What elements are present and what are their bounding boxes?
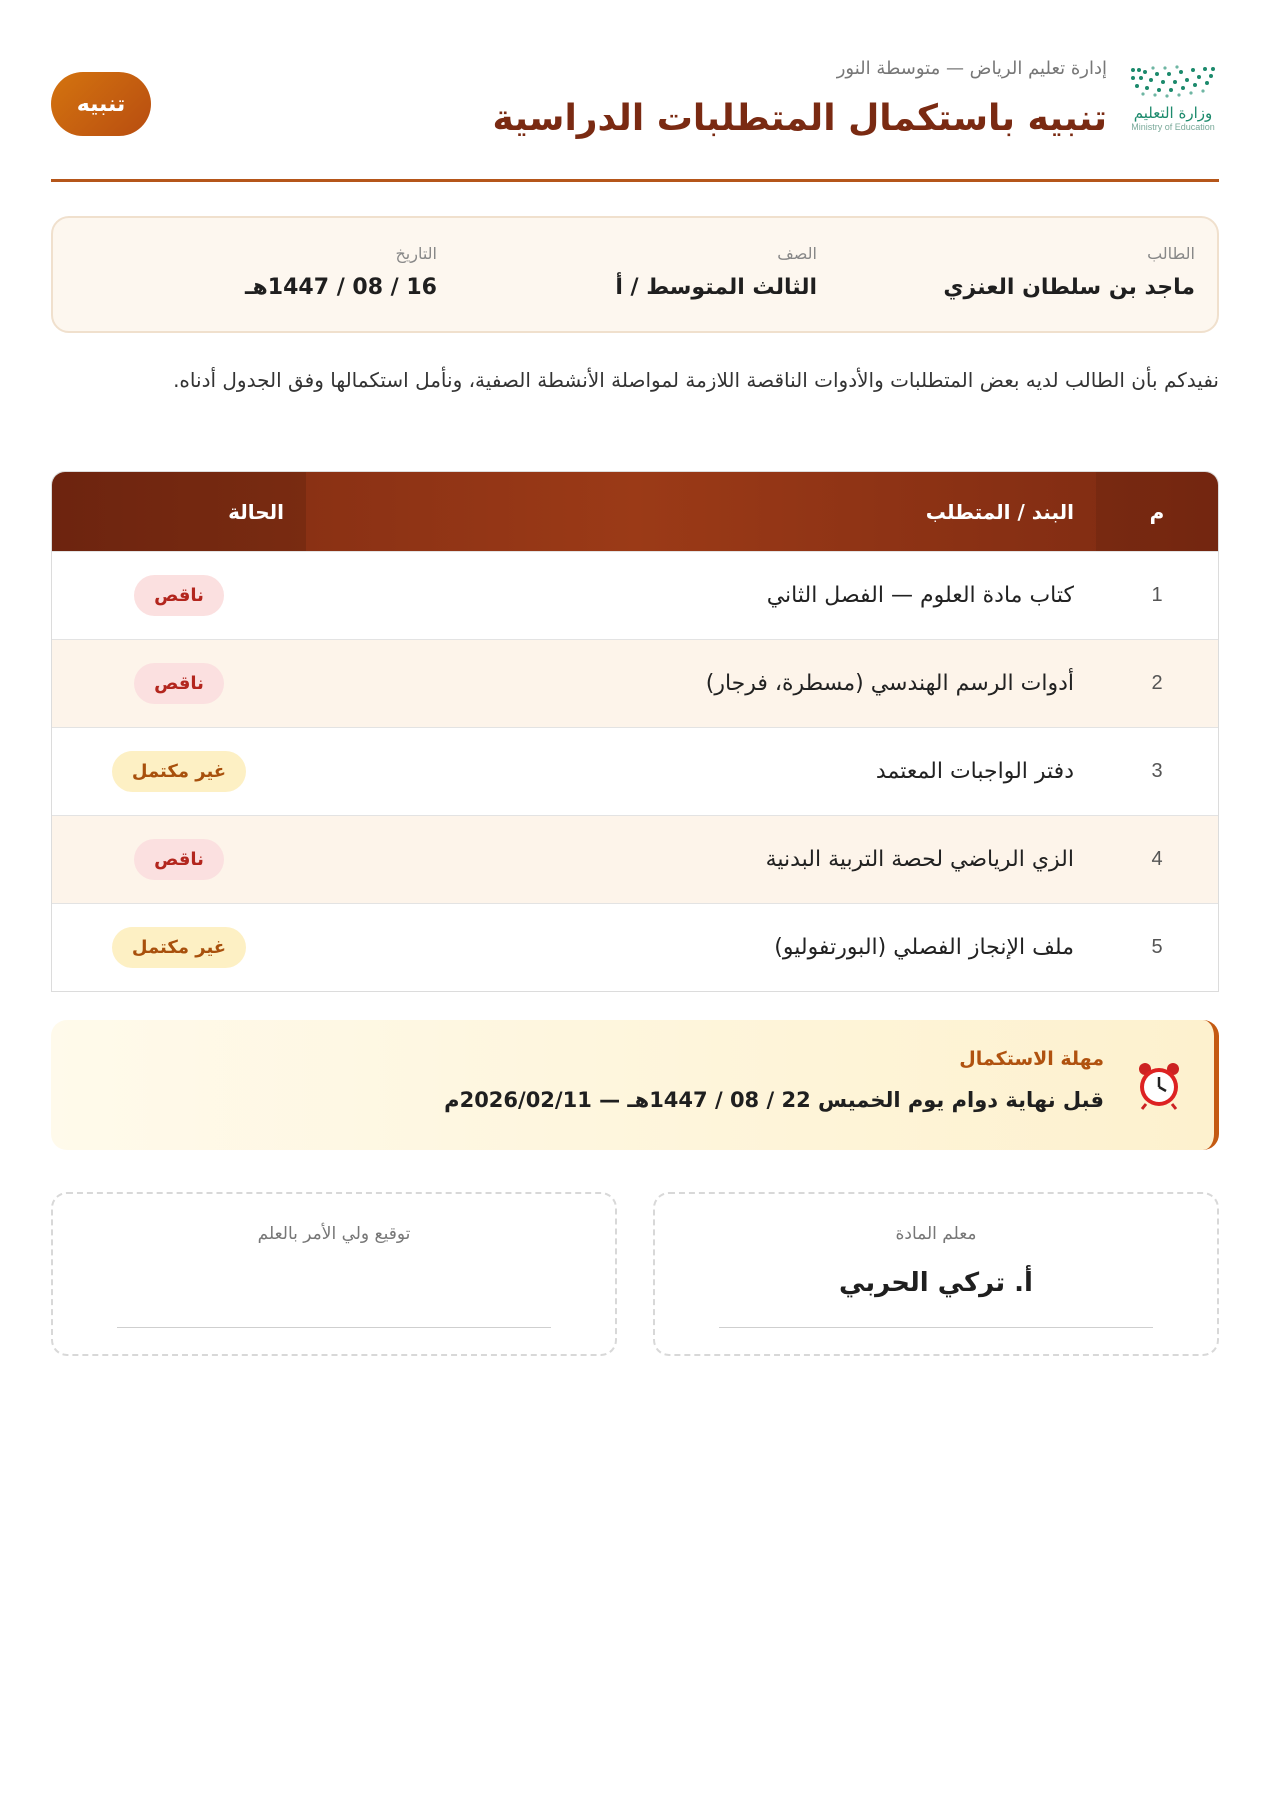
status-badge: غير مكتمل	[112, 927, 246, 968]
row-item: أدوات الرسم الهندسي (مسطرة، فرجار)	[705, 671, 1074, 696]
alert-badge: تنبيه	[51, 72, 151, 136]
row-number: 1	[1151, 584, 1163, 606]
student-info-box	[51, 216, 1219, 333]
table-row	[52, 727, 1218, 815]
page-title: تنبيه باستكمال المتطلبات الدراسية	[492, 98, 1107, 139]
status-badge: ناقص	[134, 663, 224, 704]
class-label: الصف	[777, 244, 817, 263]
logo-dots-icon	[1127, 64, 1219, 98]
table-row	[52, 639, 1218, 727]
deadline-box	[51, 1020, 1219, 1150]
row-number: 3	[1151, 760, 1163, 782]
header-number: م	[1096, 472, 1218, 551]
class-field	[615, 244, 817, 300]
row-item: الزي الرياضي لحصة التربية البدنية	[765, 847, 1074, 872]
intro-paragraph: نفيدكم بأن الطالب لديه بعض المتطلبات والأدوات الناقصة اللازمة لمواصلة الأنشطة الصفية، ونأمل استكمالها وفق الجدول أدناه.	[173, 368, 1219, 392]
ministry-logo	[1127, 64, 1219, 144]
date-value: 16 / 08 / 1447هـ	[245, 275, 437, 300]
row-number: 2	[1151, 672, 1163, 694]
logo-arabic-text: وزارة التعليم	[1133, 104, 1213, 122]
class-value: الثالث المتوسط / أ	[615, 275, 817, 300]
header-item: البند / المتطلب	[925, 499, 1074, 524]
header-status: الحالة	[52, 472, 306, 551]
table-row	[52, 551, 1218, 639]
row-item: ملف الإنجاز الفصلي (البورتفوليو)	[774, 935, 1074, 960]
alarm-clock-icon	[1134, 1060, 1184, 1110]
table-row	[52, 815, 1218, 903]
teacher-signature-box	[653, 1192, 1219, 1356]
student-label: الطالب	[1147, 244, 1195, 263]
row-number: 5	[1151, 936, 1163, 958]
date-label: التاريخ	[395, 244, 437, 263]
table-header	[52, 472, 1218, 551]
parent-signature-box	[51, 1192, 617, 1356]
status-badge: ناقص	[134, 839, 224, 880]
status-badge: ناقص	[134, 575, 224, 616]
student-field	[943, 244, 1195, 300]
signature-line	[719, 1327, 1153, 1328]
organization-line: إدارة تعليم الرياض — متوسطة النور	[836, 58, 1107, 79]
table-row	[52, 903, 1218, 991]
teacher-name: أ. تركي الحربي	[839, 1268, 1033, 1298]
status-badge: غير مكتمل	[112, 751, 246, 792]
teacher-label: معلم المادة	[895, 1224, 977, 1244]
signature-line	[117, 1327, 551, 1328]
requirements-table	[51, 471, 1219, 992]
row-item: دفتر الواجبات المعتمد	[875, 759, 1074, 784]
document-header	[51, 52, 1219, 182]
row-number: 4	[1151, 848, 1163, 870]
deadline-text: قبل نهاية دوام يوم الخميس 22 / 08 / 1447هـ — 2026/02/11م	[444, 1088, 1104, 1112]
date-field	[245, 244, 437, 300]
deadline-label: مهلة الاستكمال	[959, 1048, 1104, 1070]
row-item: كتاب مادة العلوم — الفصل الثاني	[766, 583, 1074, 608]
parent-label: توقيع ولي الأمر بالعلم	[257, 1224, 411, 1244]
student-name: ماجد بن سلطان العنزي	[943, 275, 1195, 300]
logo-english-text: Ministry of Education	[1131, 122, 1215, 132]
